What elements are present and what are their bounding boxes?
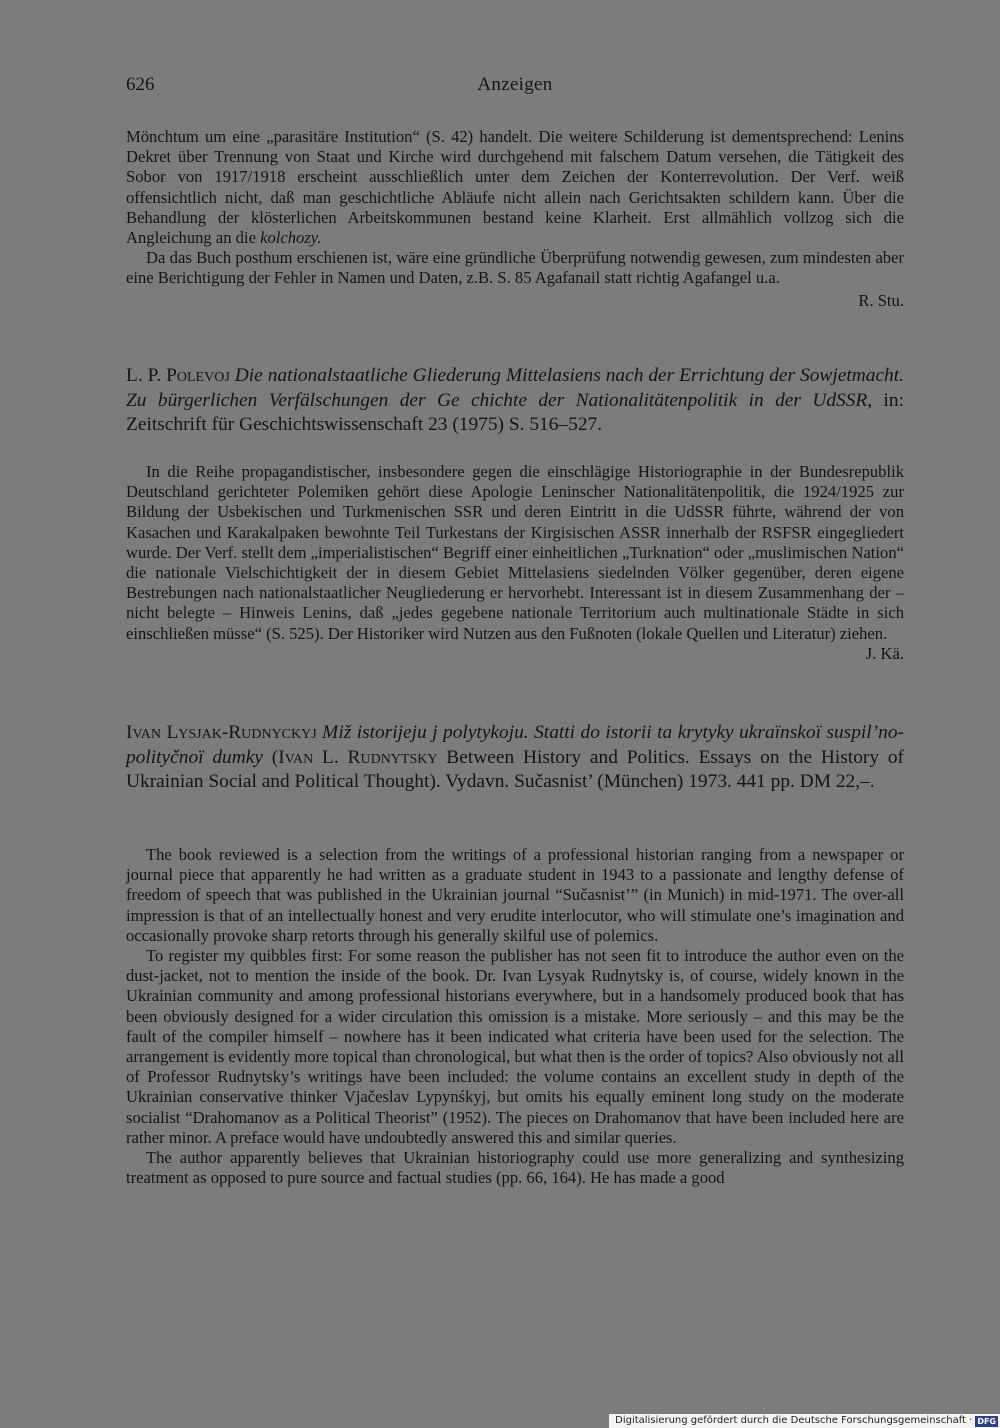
review-1-paragraph-2: Da das Buch posthum erschienen ist, wäre eine gründliche Überprüfung notwendig gewesen, zum mindesten aber eine Berichtigung der Fehler in Namen und Daten, z.B. S. 85 Agafanail statt richtig Agafangel u.a.	[126, 248, 904, 288]
review-3-paragraph-1: The book reviewed is a selection from the writings of a professional historian ranging from a newspaper or journal piece that apparently he had written as a graduate student in 1943 to a passionate and lengthy defense of freedom of speech that was published in the Ukrainian journal “Sučasnist’” (in Munich) in mid-1971. The over-all impression is that of an intellectually honest and very erudite interlocutor, who will stimulate one’s imagination and occasionally provoke sharp retorts through his generally skilful use of polemics.	[126, 845, 904, 945]
citation-author: Ivan Lysjak-Rudnyckyj	[126, 722, 317, 743]
citation-text: Ivan Lysjak-Rudnyckyj Miž istorijeju j polytykoju. Statti do istorii ta krytyky ukraïnskoï suspil’no-polityčnoï dumky (Ivan L. Rudnytsky Between History and Politics. Essays on the History of Ukrainian Social and Political Thought). Vydavn. Sučasnist’ (München) 1973. 441 pp. DM 22,–.	[126, 722, 905, 792]
page-header	[126, 74, 904, 102]
citation-source: in: Zeitschrift für Geschichtswissenschaft 23 (1975) S. 516–527.	[126, 389, 904, 435]
running-title: Anzeigen	[477, 74, 553, 95]
review-1	[126, 127, 904, 311]
italic-term: kolchozy.	[260, 228, 322, 248]
credit-text: Digitalisierung gefördert durch die Deutsche Forschungsgemeinschaft ·	[615, 1415, 973, 1426]
review-2-citation	[126, 364, 904, 438]
review-3-paragraph-2: To register my quibbles first: For some reason the publisher has not seen fit to introduce the author even on the dust-jacket, not to mention the inside of the book. Dr. Ivan Lysyak Rudnytsky is, of course, widely known in the Ukrainian community and among professional historians everywhere, but in a handsomely produced book that has been obviously designed for a wider circulation this omission is a mistake. More seriously – and this may be the fault of the compiler himself – nowhere has it been indicated what criteria have been used for the selection. The arrangement is evidently more topical than chronological, but what then is the order of topics? Also obviously not all of Professor Rudnytsky’s writings have been included: the volume contains an excellent study in depth of the Ukrainian conservative thinker Vjačeslav Lypynśkyj, but omits his equally eminent long study on the moderate socialist “Drahomanov as a Political Theorist” (1952). The pieces on Drahomanov that have been included here are rather minor. A preface would have undoubtedly answered this and similar queries.	[126, 946, 904, 1147]
review-3-citation	[126, 721, 904, 795]
review-3-paragraph-3: The author apparently believes that Ukrainian historiography could use more generalizing and synthesizing treatment as opposed to pure source and factual studies (pp. 66, 164). He has made a good	[126, 1148, 904, 1188]
citation-title: Die nationalstaatliche Gliederung Mittelasiens nach der Errichtung der Sowjetmacht. Zu bürgerlichen Verfälschungen der Ge chichte der Nationalitätenpolitik in der UdSSR,	[126, 365, 904, 411]
page-number: 626	[126, 74, 155, 95]
citation-source: Between History and Politics. Essays on the History of Ukrainian Social and Political Thought). Vydavn. Sučasnist’ (München) 1973. 441 pp. DM 22,–.	[126, 746, 905, 792]
review-1-signature: R. Stu.	[858, 290, 904, 310]
dfg-logo-icon: DFG	[977, 1416, 996, 1426]
review-2-paragraph: In die Reihe propagandistischer, insbesondere gegen die einschlägige Historiographie in der Bundesrepublik Deutschland gerichteter Polemiken gehört diese Apologie Leninscher Nationalitätenpolitik, die 1924/1925 zur Bildung der Usbekischen und Turkmenischen SSR und deren Eintritt in die UdSSR führte, während der von Kasachen und Karakalpaken bewohnte Teil Turkestans der Kirgisischen ASSR innerhalb der RSFSR eingegliedert wurde. Der Verf. stellt dem „imperialistischen“ Begriff einer einheitlichen „Turknation“ oder „muslimischen Nation“ die nationale Vielschichtigkeit der in diesem Gebiet Mittelasiens siedelnden Völker gegenüber, deren eigene Bestrebungen nach nationalstaatlicher Neugliederung er hervorhebt. Interessant ist in diesem Zusammenhang der – nicht belegte – Hinweis Lenins, daß „jedes gegebene nationale Territorium auch multinationale Städte in sich einschließen müsse“ (S. 525). Der Historiker wird Nutzen aus den Fußnoten (lokale Quellen und Literatur) ziehen.	[126, 462, 904, 643]
review-2	[126, 462, 904, 664]
citation-text	[126, 364, 904, 438]
review-2-signature: J. Kä.	[865, 643, 904, 663]
citation-author: L. P. Polevoj	[126, 365, 230, 386]
review-3	[126, 845, 904, 1188]
review-1-paragraph-1: Mönchtum um eine „parasitäre Institution“ (S. 42) handelt. Die weitere Schilderung ist dementsprechend: Lenins Dekret über Trennung von Staat und Kirche wird durchgehend mit falschem Datum versehen, die Tätigkeit des Sobor von 1917/1918 erscheint ausschließlich unter dem Zeichen der Konterrevolution. Der Verf. weiß offensichtlich nicht, daß man geschichtliche Abläufe nicht allein nach Gerichtsakten schildern kann. Über die Behandlung der klösterlichen Arbeitskommunen bestand keine Klarheit. Erst allmählich vollzog sich die Angleichung an die kolchozy.	[126, 127, 904, 248]
digitization-credit	[609, 1414, 1000, 1428]
citation-title: Miž istorijeju j polytykoju. Statti do istorii ta krytyky ukraïnskoï suspil’no-polityčnoï dumky	[126, 722, 904, 768]
citation-author-english: Ivan L. Rudnytsky	[278, 746, 438, 768]
